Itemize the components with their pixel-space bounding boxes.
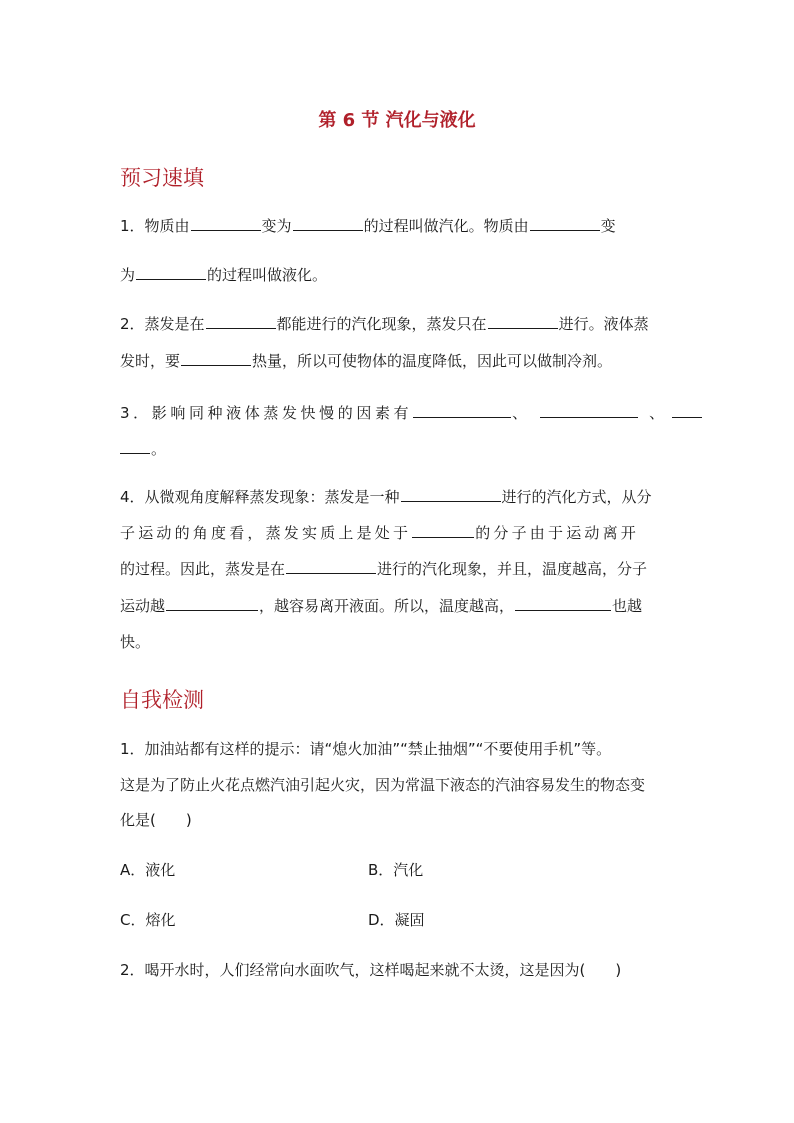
mc-question-2-line-1: 2．喝开水时，人们经常向水面吹气，这样喝起来就不太烫，这是因为( ) bbox=[120, 961, 622, 979]
answer-blank[interactable] bbox=[166, 596, 258, 611]
fill-question-4-line-5: 快。 bbox=[120, 633, 151, 651]
answer-blank[interactable] bbox=[413, 403, 511, 418]
answer-blank[interactable] bbox=[530, 216, 600, 231]
answer-blank[interactable] bbox=[540, 403, 638, 418]
fill-question-2-line-2: 发时，要 热量，所以可使物体的温度降低，因此可以做制冷剂。 bbox=[120, 352, 613, 370]
answer-blank[interactable] bbox=[412, 523, 474, 538]
answer-blank[interactable] bbox=[191, 216, 261, 231]
mc-question-1-line-2: 这是为了防止火花点燃汽油引起火灾，因为常温下液态的汽油容易发生的物态变 bbox=[120, 776, 646, 794]
mc-question-1-line-3: 化是( ) bbox=[120, 811, 192, 829]
answer-blank[interactable] bbox=[286, 559, 376, 574]
fill-question-3-line-2: 。 bbox=[120, 439, 676, 459]
fill-question-4-line-4: 运动越 ，越容易离开液面。所以，温度越高， 也越 bbox=[120, 597, 643, 615]
answer-blank[interactable] bbox=[515, 596, 611, 611]
answer-blank[interactable] bbox=[206, 314, 276, 329]
mc-question-1-option-a[interactable]: A．液化 bbox=[120, 861, 176, 879]
section-heading-selfcheck: 自我检测 bbox=[120, 688, 204, 712]
answer-blank[interactable] bbox=[181, 351, 251, 366]
mc-question-1-line-1: 1．加油站都有这样的提示：请“熄火加油”“禁止抽烟”“不要使用手机”等。 bbox=[120, 740, 612, 758]
fill-question-3-line-1: 3．影响同种液体蒸发快慢的因素有 、 、 bbox=[120, 403, 676, 423]
answer-blank[interactable] bbox=[136, 265, 206, 280]
mc-question-1-option-b[interactable]: B．汽化 bbox=[368, 861, 424, 879]
answer-blank[interactable] bbox=[120, 439, 150, 454]
fill-question-2-line-1: 2．蒸发是在 都能进行的汽化现象，蒸发只在 进行。液体蒸 bbox=[120, 315, 649, 333]
answer-blank[interactable] bbox=[401, 487, 501, 502]
answer-blank[interactable] bbox=[293, 216, 363, 231]
fill-question-4-line-2: 子运动的角度看，蒸发实质上是处于 的分子由于运动离开 bbox=[120, 524, 640, 542]
fill-question-1-line-2: 为 的过程叫做液化。 bbox=[120, 266, 328, 284]
fill-question-4-line-3: 的过程。因此，蒸发是在 进行的汽化现象，并且，温度越高，分子 bbox=[120, 560, 648, 578]
section-heading-preview: 预习速填 bbox=[120, 166, 204, 190]
mc-question-1-option-c[interactable]: C．熔化 bbox=[120, 911, 176, 929]
page-title: 第 6 节 汽化与液化 bbox=[318, 110, 476, 131]
answer-blank[interactable] bbox=[488, 314, 558, 329]
fill-question-1-line-1: 1．物质由 变为 的过程叫做汽化。物质由 变 bbox=[120, 217, 616, 235]
mc-question-1-option-d[interactable]: D．凝固 bbox=[368, 911, 425, 929]
fill-question-4-line-1: 4．从微观角度解释蒸发现象：蒸发是一种 进行的汽化方式，从分 bbox=[120, 488, 652, 506]
answer-blank[interactable] bbox=[672, 403, 702, 418]
